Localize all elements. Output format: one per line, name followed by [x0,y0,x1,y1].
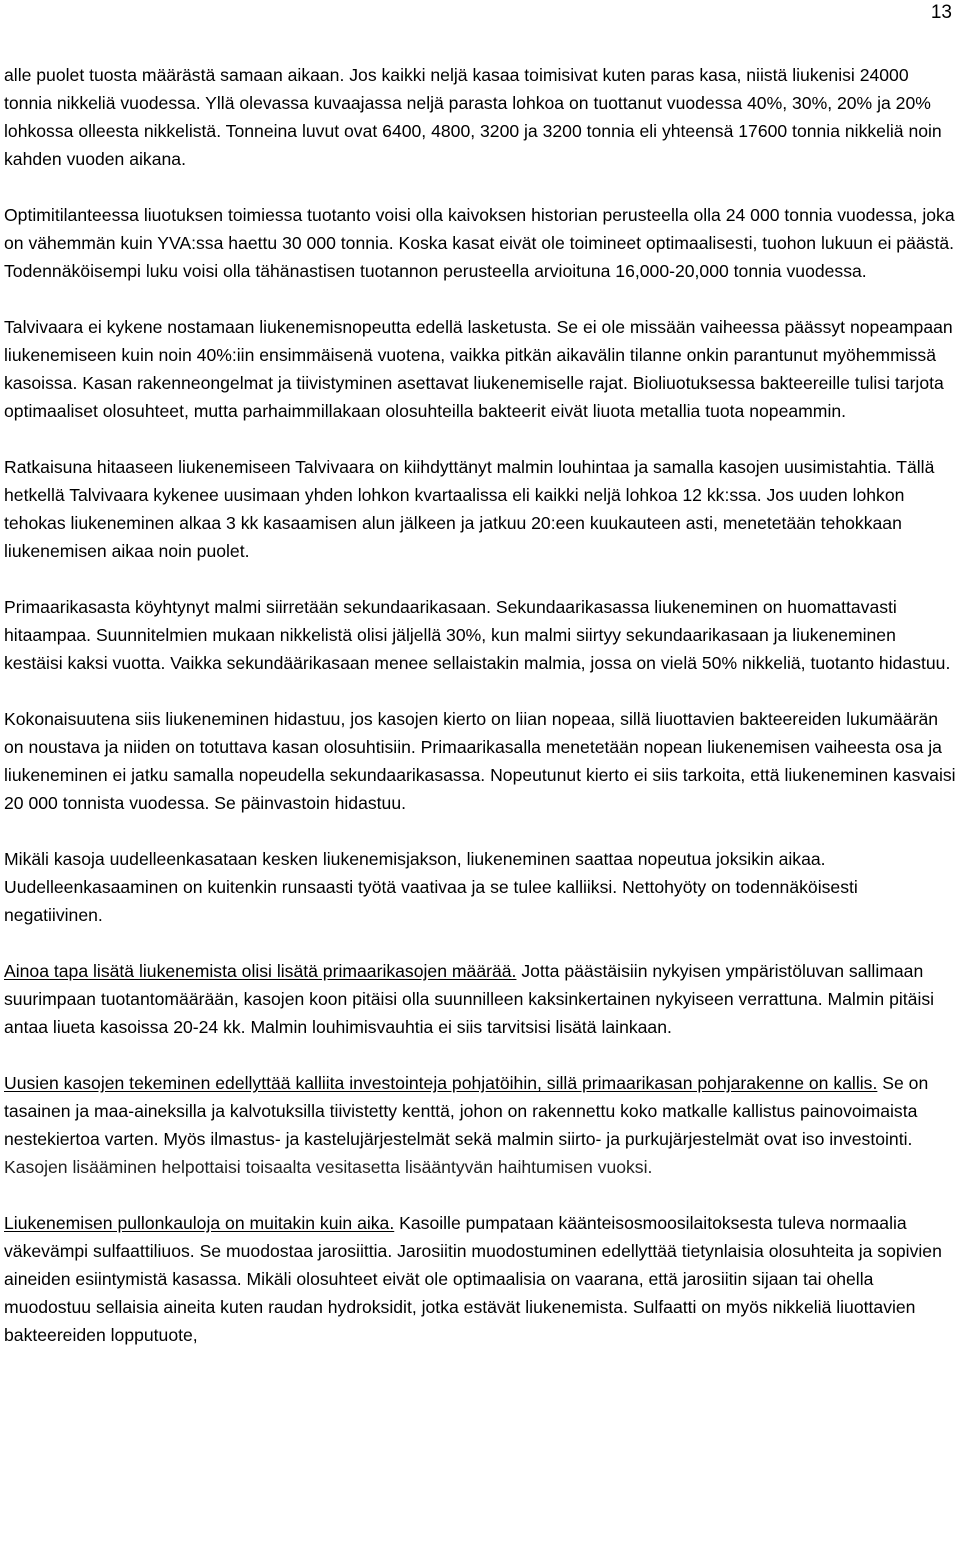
underlined-lead-sentence: Ainoa tapa lisätä liukenemista olisi lisätä primaarikasojen määrää. [4,961,517,981]
document-body [4,61,956,1377]
paragraph-10 [4,1209,956,1349]
paragraph-tail-text: Kasojen lisääminen helpottaisi toisaalta vesitasetta lisääntyvän haihtumisen vuoksi. [4,1157,653,1177]
paragraph-7: Mikäli kasoja uudelleenkasataan kesken liukenemisjakson, liukeneminen saattaa nopeutua joksikin aikaa. Uudelleenkasaaminen on kuitenkin runsaasti työtä vaativaa ja se tulee kalliiksi. Nettohyöty on todennäköisesti negatiivinen. [4,849,858,925]
paragraph-3: Talvivaara ei kykene nostamaan liukenemisnopeutta edellä lasketusta. Se ei ole missään vaiheessa päässyt nopeampaan liukenemiseen kuin noin 40%:iin ensimmäisenä vuotena, vaikka pitkän aikavälin tilanne onkin parantunut myöhemmissä kasoissa. Kasan rakenneongelmat ja tiivistyminen asettavat liukenemiselle rajat. Bioliuotuksessa bakteereille tulisi tarjota optimaaliset olosuhteet, mutta parhaimmillakaan olosuhteilla bakteerit eivät liuota metallia tuota nopeammin. [4,317,953,421]
paragraph-5: Primaarikasasta köyhtynyt malmi siirretään sekundaarikasaan. Sekundaarikasassa liukeneminen on huomattavasti hitaampaa. Suunnitelmien mukaan nikkelistä olisi jäljellä 30%, kun malmi siirtyy sekundaarikasaan ja liukeneminen kestäisi kaksi vuotta. Vaikka sekundäärikasaan menee sellaistakin malmia, jossa on vielä 50% nikkeliä, tuotanto hidastuu. [4,597,951,673]
paragraph-text: Se on tasainen ja maa-aineksilla ja kalvotuksilla tiivistetty kenttä, johon on rakennettu koko matkalle kallistus painovoimaista nestekiertoa varten. Myös ilmastus- ja kastelujärjestelmät sekä malmin siirto- ja purkujärjestelmät ovat iso investointi. [4,1073,929,1149]
paragraph-text: Kasoille pumpataan käänteisosmoosilaitoksesta tuleva normaalia väkevämpi sulfaattiliuos. Se muodostaa jarosiittia. Jarosiitin muodostuminen edellyttää tietynlaisia olosuhteita ja sopivien aineiden esiintymistä kasassa. Mikäli olosuhteet eivät ole optimaalisia on vaarana, että jarosiitin sijaan tai ohella muodostuu sellaisia aineita kuten raudan hydroksidit, jotka estävät liukenemista. Sulfaatti on myös nikkeliä liuottavien bakteereiden lopputuote, [4,1213,942,1345]
paragraph-4: Ratkaisuna hitaaseen liukenemiseen Talvivaara on kiihdyttänyt malmin louhintaa ja samalla kasojen uusimistahtia. Tällä hetkellä Talvivaara kykenee uusimaan yhden lohkon kvartaalissa eli kaikki neljä lohkoa 12 kk:ssa. Jos uuden lohkon tehokas liukeneminen alkaa 3 kk kasaamisen alun jälkeen ja jatkuu 20:een kuukauteen asti, menetetään tehokkaan liukenemisen aikaa noin puolet. [4,457,935,561]
underlined-lead-sentence: Uusien kasojen tekeminen edellyttää kalliita investointeja pohjatöihin, sillä primaarikasan pohjarakenne on kallis. [4,1073,878,1093]
underlined-lead-sentence: Liukenemisen pullonkauloja on muitakin kuin aika. [4,1213,395,1233]
paragraph-6: Kokonaisuutena siis liukeneminen hidastuu, jos kasojen kierto on liian nopeaa, sillä liuottavien bakteereiden lukumäärän on noustava ja niiden on totuttava kasan olosuhtisiin. Primaarikasalla menetetään nopean liukenemisen vaiheesta osa ja liukeneminen ei jatku samalla nopeudella sekundaarikasassa. Nopeutunut kierto ei siis tarkoita, että liukeneminen kasvaisi 20 000 tonnista vuodessa. Se päinvastoin hidastuu. [4,709,956,813]
page-number: 13 [930,2,952,23]
paragraph-1: alle puolet tuosta määrästä samaan aikaan. Jos kaikki neljä kasaa toimisivat kuten paras kasa, niistä liukenisi 24000 tonnia nikkeliä vuodessa. Yllä olevassa kuvaajassa neljä parasta lohkoa on tuottanut vuodessa 40%, 30%, 20% ja 20% lohkossa olleesta nikkelistä. Tonneina luvut ovat 6400, 4800, 3200 ja 3200 tonnia eli yhteensä 17600 tonnia nikkeliä noin kahden vuoden aikana. [4,65,942,169]
paragraph-2: Optimitilanteessa liuotuksen toimiessa tuotanto voisi olla kaivoksen historian perusteella olla 24 000 tonnia vuodessa, joka on vähemmän kuin YVA:ssa haettu 30 000 tonnia. Koska kasat eivät ole toimineet optimaalisesti, tuohon lukuun ei päästä. Todennäköisempi luku voisi olla tähänastisen tuotannon perusteella arvioituna 16,000-20,000 tonnia vuodessa. [4,205,955,281]
paragraph-text: Jotta päästäisiin nykyisen ympäristöluvan sallimaan suurimpaan tuotantomäärään, kasojen koon pitäisi olla suunnilleen kaksinkertainen nykyiseen verrattuna. Malmin pitäisi antaa liueta kasoissa 20-24 kk. Malmin louhimisvauhtia ei siis tarvitsisi lisätä lainkaan. [4,961,935,1037]
paragraph-9 [4,1069,956,1181]
paragraph-8 [4,957,956,1041]
